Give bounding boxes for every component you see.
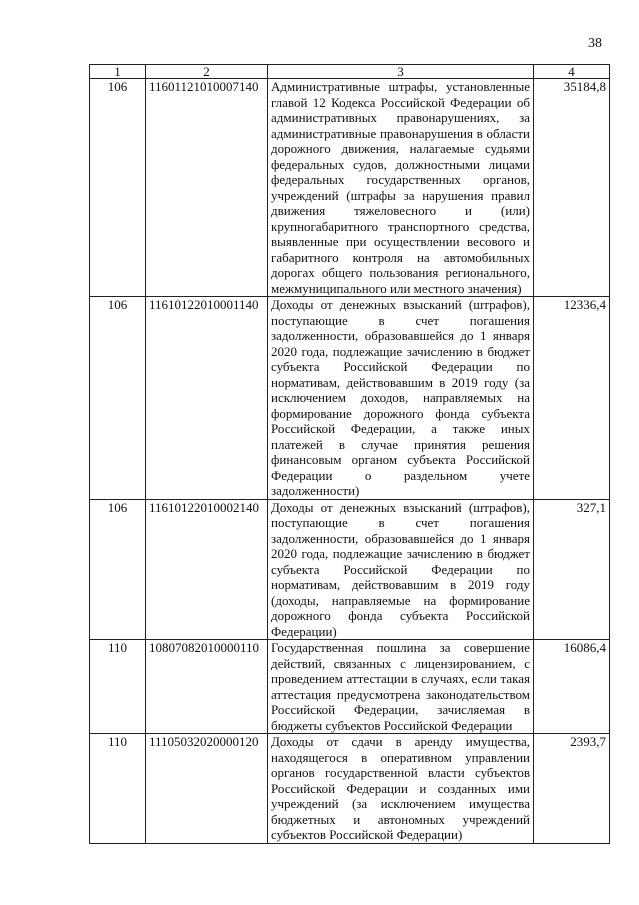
admin-code-cell: 110 xyxy=(90,640,146,734)
amount-cell: 16086,4 xyxy=(534,640,610,734)
admin-code-cell: 106 xyxy=(90,499,146,640)
kbk-code-cell: 10807082010000110 xyxy=(146,640,268,734)
description-cell: Административные штрафы, установленные главой 12 Кодекса Российской Федерации об административных правонарушениях, за административные правонарушения в области дорожного движения, налагаемые судьями федеральных судов, должностными лицами федеральных государственных органов, учреждений (штрафы за нарушения правил движения тяжеловесного и (или) крупногабаритного транспортного средства, выявленные при осуществлении весового и габаритного контроля на автомобильных дорогах общего пользования регионального, межмуниципального или местного значения) xyxy=(268,79,534,297)
description-cell: Доходы от денежных взысканий (штрафов), поступающие в счет погашения задолженности, образовавшейся до 1 января 2020 года, подлежащие зачислению в бюджет субъекта Российской Федерации по нормативам, действовавшим в 2019 году (доходы, направляемые на формирование дорожного фонда субъекта Российской Федерации) xyxy=(268,499,534,640)
admin-code-cell: 106 xyxy=(90,297,146,500)
admin-code-cell: 106 xyxy=(90,79,146,297)
kbk-code-cell: 11610122010001140 xyxy=(146,297,268,500)
table-row xyxy=(90,499,610,640)
kbk-code-cell: 11105032020000120 xyxy=(146,734,268,844)
kbk-code-cell: 11601121010007140 xyxy=(146,79,268,297)
admin-code-cell: 110 xyxy=(90,734,146,844)
column-header: 1 xyxy=(90,65,146,79)
amount-cell: 2393,7 xyxy=(534,734,610,844)
column-header: 2 xyxy=(146,65,268,79)
page-number: 38 xyxy=(588,36,602,51)
table-row xyxy=(90,297,610,500)
amount-cell: 12336,4 xyxy=(534,297,610,500)
amount-cell: 35184,8 xyxy=(534,79,610,297)
description-cell: Государственная пошлина за совершение действий, связанных с лицензированием, с проведением аттестации в случаях, если такая аттестация предусмотрена законодательством Российской Федерации, зачисляемая в бюджеты субъектов Российской Федерации xyxy=(268,640,534,734)
amount-cell: 327,1 xyxy=(534,499,610,640)
description-cell: Доходы от сдачи в аренду имущества, находящегося в оперативном управлении органов государственной власти субъектов Российской Федерации и созданных ими учреждений (за исключением имущества бюджетных и автономных учреждений субъектов Российской Федерации) xyxy=(268,734,534,844)
table-row xyxy=(90,79,610,297)
revenue-table xyxy=(89,64,610,844)
table-row xyxy=(90,640,610,734)
description-cell: Доходы от денежных взысканий (штрафов), поступающие в счет погашения задолженности, образовавшейся до 1 января 2020 года, подлежащие зачислению в бюджет субъекта Российской Федерации по нормативам, действовавшим в 2019 году (за исключением доходов, направляемых на формирование дорожного фонда субъекта Российской Федерации, а также иных платежей в случае принятия решения финансовым органом субъекта Российской Федерации о раздельном учете задолженности) xyxy=(268,297,534,500)
table-header-row xyxy=(90,65,610,79)
kbk-code-cell: 11610122010002140 xyxy=(146,499,268,640)
column-header: 3 xyxy=(268,65,534,79)
column-header: 4 xyxy=(534,65,610,79)
table-row xyxy=(90,734,610,844)
